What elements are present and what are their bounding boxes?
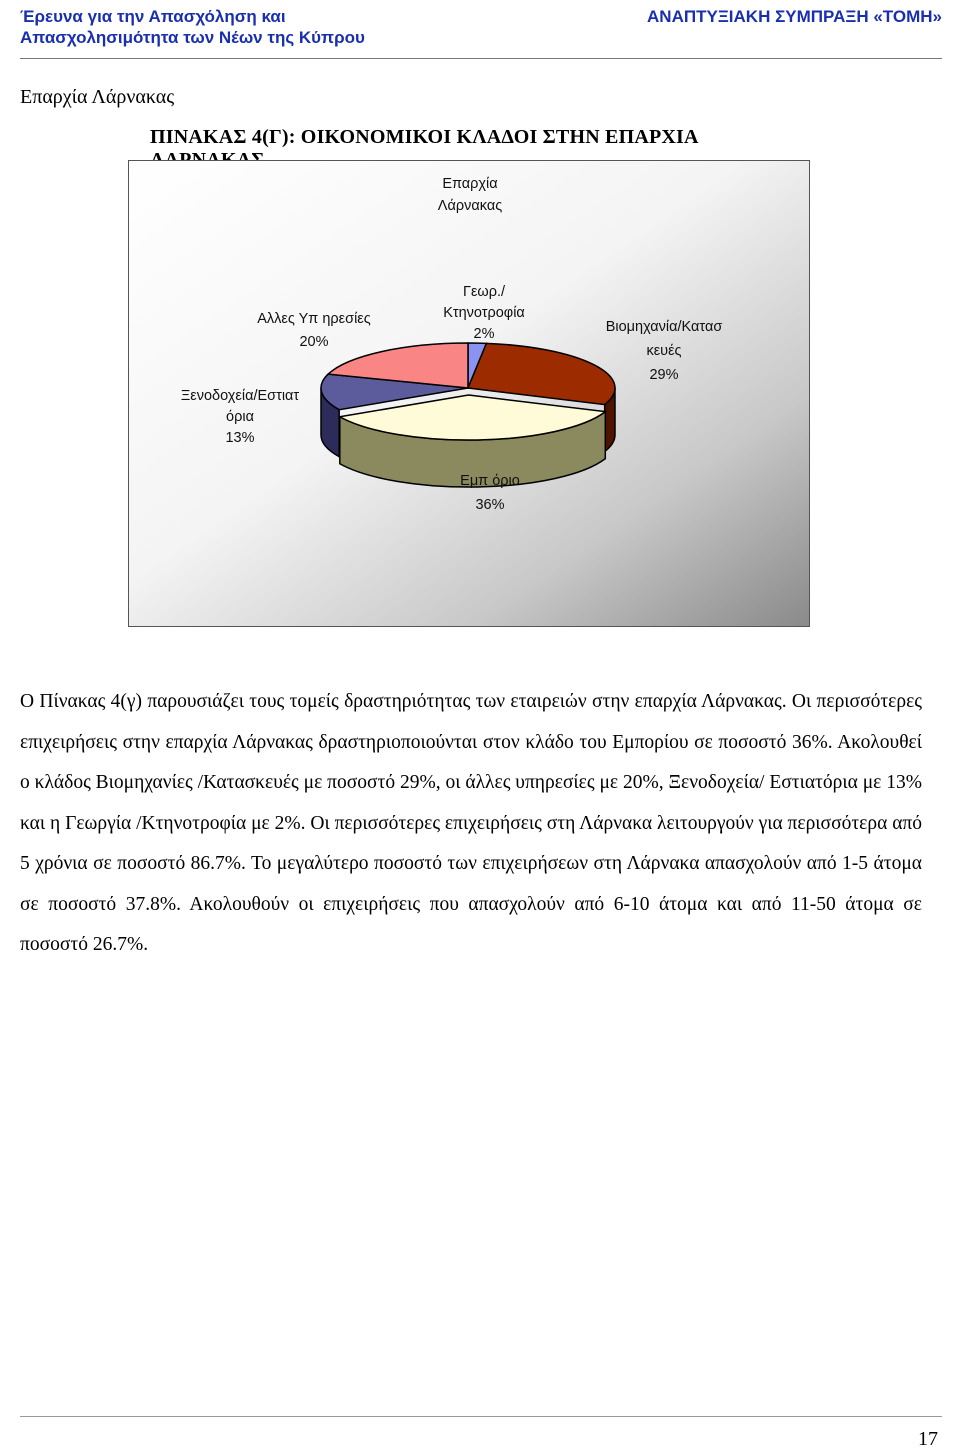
- footer-divider: [20, 1416, 942, 1417]
- section-title: Επαρχία Λάρνακας: [20, 86, 175, 108]
- chart-title: Επαρχία Λάρνακας: [437, 176, 503, 214]
- header-organization: ΑΝΑΠΤΥΞΙΑΚΗ ΣΥΜΠΡΑΞΗ «ΤΟΜΗ»: [647, 7, 942, 26]
- header-title-line1: Έρευνα για την Απασχόληση και: [20, 7, 286, 26]
- pie-slice-label: Αλλες Υπ ηρεσίες 20%: [257, 311, 371, 350]
- header-title: [20, 6, 365, 48]
- header-divider: [20, 58, 942, 59]
- pie-slice-label: Γεωρ./ Κτηνοτροφία 2%: [443, 284, 525, 342]
- page-number: 17: [918, 1428, 938, 1450]
- pie-slice-label: Βιομηχανία/Κατασ κευές 29%: [605, 319, 723, 383]
- pie-slice-label: Ξενοδοχεία/Εστιατ όρια 13%: [180, 388, 300, 446]
- pie-chart: [128, 160, 810, 627]
- description-paragraph: Ο Πίνακας 4(γ) παρουσιάζει τους τομείς δραστηριότητας των εταιρειών στην επαρχία Λάρνακας. Οι περισσότερες επιχειρήσεις στην επαρχία Λάρνακας δραστηριοποιούνται στον κλάδο του Εμπορίου σε ποσοστό 36%. Ακολουθεί ο κλάδος Βιομηχανίες /Κατασκευές με ποσοστό 29%, οι άλλες υπηρεσίες με 20%, Ξενοδοχεία/ Εστιατόρια με 13% και η Γεωργία /Κτηνοτροφία με 2%. Οι περισσότερες επιχειρήσεις στη Λάρνακα λειτουργούν για περισσότερα από 5 χρόνια σε ποσοστό 86.7%. Το μεγαλύτερο ποσοστό των επιχειρήσεων στη Λάρνακα απασχολούν από 1-5 άτομα σε ποσοστό 37.8%. Ακολουθούν οι επιχειρήσεις που απασχολούν από 6-10 άτομα και από 11-50 άτομα σε ποσοστό 26.7%.: [20, 691, 922, 955]
- pie-slice-label: Εμπ όριο 36%: [460, 473, 520, 513]
- header-title-line2: Απασχολησιμότητα των Νέων της Κύπρου: [20, 28, 365, 47]
- table-title: ΠΙΝΑΚΑΣ 4(Γ): ΟΙΚΟΝΟΜΙΚΟΙ ΚΛΑΔΟΙ ΣΤΗΝ ΕΠΑΡΧΙΑ: [150, 126, 698, 148]
